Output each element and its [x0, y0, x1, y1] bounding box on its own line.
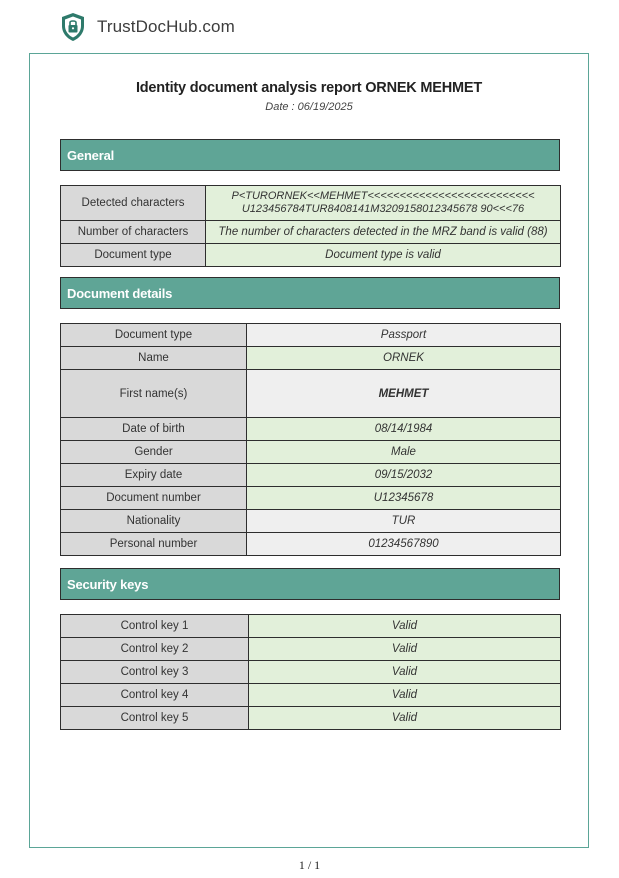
- row-value: MEHMET: [247, 370, 561, 418]
- table-row: [61, 661, 561, 684]
- table-row: [61, 418, 561, 441]
- row-key: Control key 4: [61, 684, 249, 707]
- report-title: Identity document analysis report ORNEK MEHMET: [135, 80, 483, 96]
- row-key: Expiry date: [61, 464, 247, 487]
- report-frame: [29, 53, 589, 848]
- mrz-line-2: U123456784TUR8408141M3209158012345678 90<<<76: [241, 203, 525, 215]
- security-table: [60, 614, 561, 730]
- table-row: [61, 186, 561, 221]
- table-row: [61, 324, 561, 347]
- table-row: [61, 684, 561, 707]
- table-row: [61, 533, 561, 556]
- table-row: [61, 347, 561, 370]
- row-value: ORNEK: [247, 347, 561, 370]
- row-key: Control key 3: [61, 661, 249, 684]
- row-key: Name: [61, 347, 247, 370]
- row-value: Valid: [249, 684, 561, 707]
- row-key: Control key 2: [61, 638, 249, 661]
- row-key: Date of birth: [61, 418, 247, 441]
- row-key: Nationality: [61, 510, 247, 533]
- brand-name[interactable]: TrustDocHub.com: [97, 17, 235, 36]
- table-row: [61, 487, 561, 510]
- general-table: [60, 185, 561, 267]
- row-value: Valid: [249, 661, 561, 684]
- row-value: Valid: [249, 707, 561, 730]
- row-value: 08/14/1984: [247, 418, 561, 441]
- row-key: Gender: [61, 441, 247, 464]
- table-row: [61, 244, 561, 267]
- section-header-document-details: Document details: [60, 277, 560, 309]
- row-key: Detected characters: [61, 186, 206, 221]
- row-value: 09/15/2032: [247, 464, 561, 487]
- table-row: [61, 615, 561, 638]
- row-value: U12345678: [247, 487, 561, 510]
- shield-lock-icon: [60, 12, 86, 42]
- row-key: Document type: [61, 244, 206, 267]
- mrz-line-1: P<TURORNEK<<MEHMET<<<<<<<<<<<<<<<<<<<<<<<<<<: [231, 190, 535, 202]
- table-row: [61, 510, 561, 533]
- page-number: 1 / 1: [298, 858, 321, 872]
- row-key: Document number: [61, 487, 247, 510]
- row-key: Number of characters: [61, 221, 206, 244]
- section-header-general: General: [60, 139, 560, 171]
- row-key: Personal number: [61, 533, 247, 556]
- row-key: Document type: [61, 324, 247, 347]
- brand-header: [60, 12, 235, 42]
- table-row: [61, 441, 561, 464]
- section-header-security-keys: Security keys: [60, 568, 560, 600]
- row-value: TUR: [247, 510, 561, 533]
- row-value: Male: [247, 441, 561, 464]
- details-table: [60, 323, 561, 556]
- row-key: Control key 5: [61, 707, 249, 730]
- row-value: Valid: [249, 638, 561, 661]
- report-date: Date : 06/19/2025: [265, 101, 353, 113]
- row-value: Valid: [249, 615, 561, 638]
- table-row: [61, 638, 561, 661]
- mrz-value: [206, 186, 561, 221]
- table-row: [61, 221, 561, 244]
- table-row: [61, 370, 561, 418]
- row-key: Control key 1: [61, 615, 249, 638]
- row-value: 01234567890: [247, 533, 561, 556]
- row-key: First name(s): [61, 370, 247, 418]
- table-row: [61, 464, 561, 487]
- row-value: Passport: [247, 324, 561, 347]
- table-row: [61, 707, 561, 730]
- row-value: Document type is valid: [206, 244, 561, 267]
- row-value: The number of characters detected in the MRZ band is valid (88): [206, 221, 561, 244]
